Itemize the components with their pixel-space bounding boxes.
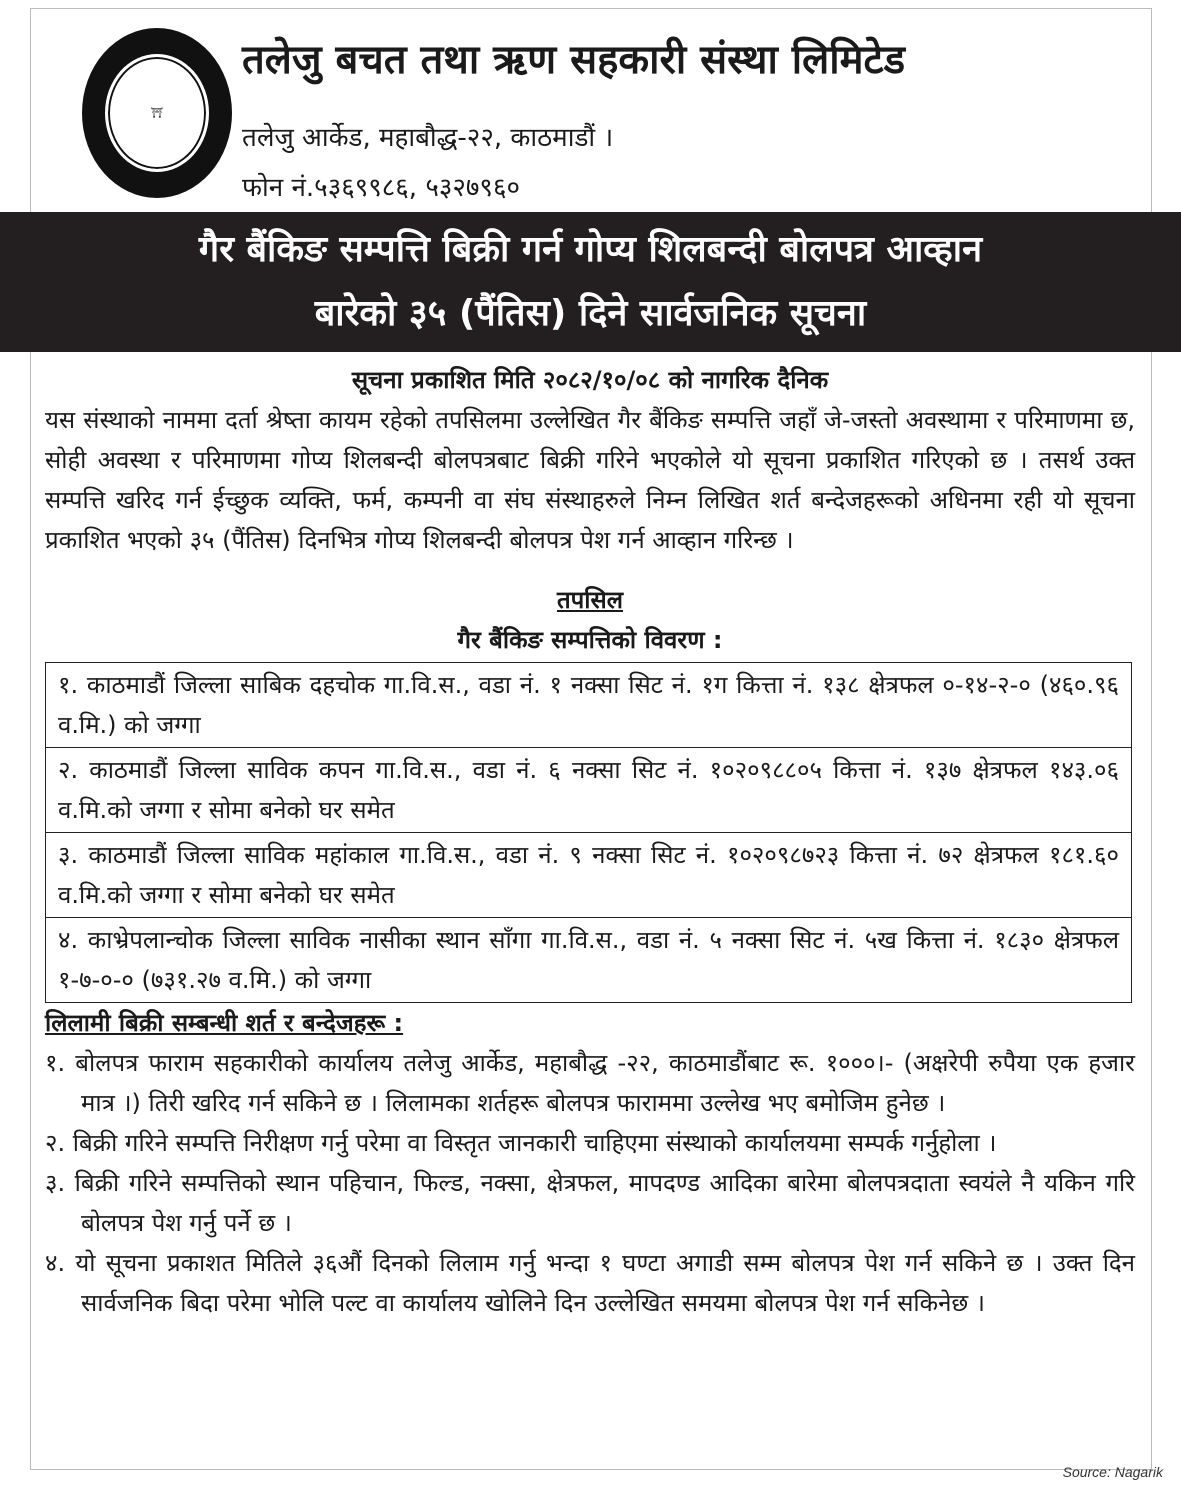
organization-phone: फोन नं.५३६९९८६, ५३२७९६० [242,173,520,203]
condition-item: ४. यो सूचना प्रकाशत मितिले ३६औं दिनको लिलाम गर्नु भन्दा १ घण्टा अगाडी सम्म बोलपत्र पेश गर्न सकिने छ । उक्त दिन सार्वजनिक बिदा परेमा भोलि पल्ट वा कार्यालय खोलिने दिन उल्लेखित समयमा बोलपत्र पेश गर्न सकिनेछ । [45,1249,1135,1317]
asset-item: २. काठमाडौं जिल्ला साविक कपन गा.वि.स., वडा नं. ६ नक्सा सिट नं. १०२०९८८०५ कित्ता नं. १३७ क्षेत्रफल १४३.०६ व.मि.को जग्गा र सोमा बनेको घर समेत [46,748,1132,833]
condition-item: २. बिक्री गरिने सम्पत्ति निरीक्षण गर्नु परेमा वा विस्तृत जानकारी चाहिएमा संस्थाको कार्यालयमा सम्पर्क गर्नुहोला । [45,1129,997,1157]
notice-title-banner [0,212,1181,352]
organization-name: तलेजु बचत तथा ऋण सहकारी संस्था लिमिटेड [242,37,906,83]
asset-item: १. काठमाडौं जिल्ला साबिक दहचोक गा.वि.स., वडा नं. १ नक्सा सिट नं. १ग कित्ता नं. १३८ क्षेत्रफल ०-१४-२-० (४६०.९६ व.मि.) को जग्गा [46,663,1132,748]
schedule-title: तपसिल [556,586,624,614]
publication-date: सूचना प्रकाशित मिति २०८२/१०/०८ को नागरिक दैनिक [351,366,829,394]
intro-paragraph: यस संस्थाको नाममा दर्ता श्रेष्ता कायम रहेको तपसिलमा उल्लेखित गैर बैंकिङ सम्पत्ति जहाँ जे-जस्तो अवस्थामा र परिमाणमा छ, सोही अवस्था र परिमाणमा गोप्य शिलबन्दी बोलपत्रबाट बिक्री गरिने भएकोले यो सूचना प्रकाशित गरिएको छ । तसर्थ उक्त सम्पत्ति खरिद गर्न ईच्छुक व्यक्ति, फर्म, कम्पनी वा संघ संस्थाहरुले निम्न लिखित शर्त बन्देजहरूको अधिनमा रही यो सूचना प्रकाशित भएको ३५ (पैंतिस) दिनभित्र गोप्य शिलबन्दी बोलपत्र पेश गर्न आव्हान गरिन्छ । [45,406,1135,554]
condition-item: १. बोलपत्र फाराम सहकारीको कार्यालय तलेजु आर्केड, महाबौद्ध -२२, काठमाडौंबाट रू. १०००।- (अक्षरेपी रुपैया एक हजार मात्र ।) तिरी खरिद गर्न सकिने छ । लिलामका शर्तहरू बोलपत्र फाराममा उल्लेख भए बमोजिम हुनेछ । [45,1049,1135,1117]
table-row [46,833,1132,918]
assets-title: गैर बैंकिङ सम्पत्तिको विवरण : [457,626,723,654]
asset-item: ३. काठमाडौं जिल्ला साविक महांकाल गा.वि.स., वडा नं. ९ नक्सा सिट नं. १०२०९८७२३ कित्ता नं. ७२ क्षेत्रफल १८१.६० व.मि.को जग्गा र सोमा बनेको घर समेत [46,833,1132,918]
conditions-title: लिलामी बिक्री सम्बन्धी शर्त र बन्देजहरू : [45,1009,404,1037]
title-line-2: बारेको ३५ (पैंतिस) दिने सार्वजनिक सूचना [314,293,867,334]
notice-body [45,360,1135,1323]
organization-seal-logo [82,28,232,198]
table-row [46,663,1132,748]
asset-item: ४. काभ्रेपलान्चोक जिल्ला साविक नासीका स्थान साँगा गा.वि.स., वडा नं. ५ नक्सा सिट नं. ५ख कित्ता नं. १८३० क्षेत्रफल १-७-०-० (७३१.२७ व.मि.) को जग्गा [46,918,1132,1003]
table-row [46,748,1132,833]
organization-address: तलेजु आर्केड, महाबौद्ध-२२, काठमाडौं । [242,123,614,153]
title-line-1: गैर बैंकिङ सम्पत्ति बिक्री गर्न गोप्य शिलबन्दी बोलपत्र आव्हान [198,229,983,270]
table-row [46,918,1132,1003]
condition-item: ३. बिक्री गरिने सम्पत्तिको स्थान पहिचान, फिल्ड, नक्सा, क्षेत्रफल, मापदण्ड आदिका बारेमा बोलपत्रदाता स्वयंले नै यकिन गरि बोलपत्र पेश गर्नु पर्ने छ । [45,1169,1135,1237]
assets-table [45,662,1132,1003]
header [30,8,1150,213]
temple-emblem-icon: ⛩ [105,54,209,172]
source-credit: Source: Nagarik [1062,1464,1163,1480]
